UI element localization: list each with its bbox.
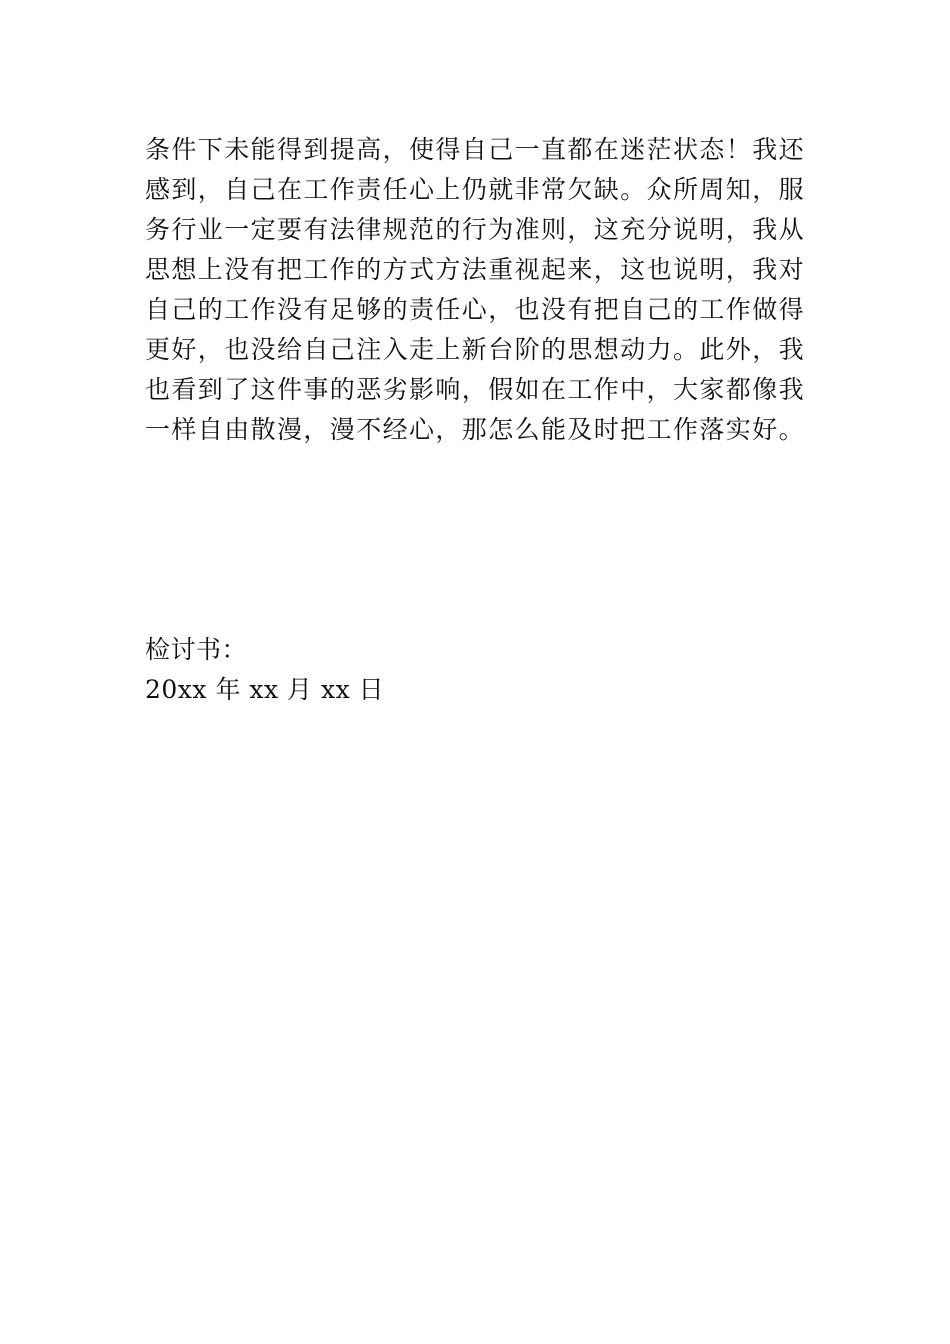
body-line-6: 更好，也没给自己注入走上新台阶的思想动力。此外，我	[145, 335, 806, 364]
body-line-7: 也看到了这件事的恶劣影响，假如在工作中，大家都像我	[145, 375, 806, 404]
body-line-2: 感到，自己在工作责任心上仍就非常欠缺。众所周知，服	[145, 175, 806, 204]
body-line-8: 一样自由散漫，漫不经心，那怎么能及时把工作落实好。	[145, 415, 806, 444]
body-line-3: 务行业一定要有法律规范的行为准则，这充分说明，我从	[145, 215, 806, 244]
body-paragraph	[145, 130, 825, 450]
closing-label: 检讨书：	[145, 635, 248, 664]
closing-block	[145, 630, 384, 710]
closing-date: 20xx 年 xx 月 xx 日	[145, 675, 385, 704]
body-line-4: 思想上没有把工作的方式方法重视起来，这也说明，我对	[145, 255, 806, 284]
body-line-1: 条件下未能得到提高，使得自己一直都在迷茫状态！我还	[145, 135, 806, 164]
body-line-5: 自己的工作没有足够的责任心，也没有把自己的工作做得	[145, 295, 806, 324]
